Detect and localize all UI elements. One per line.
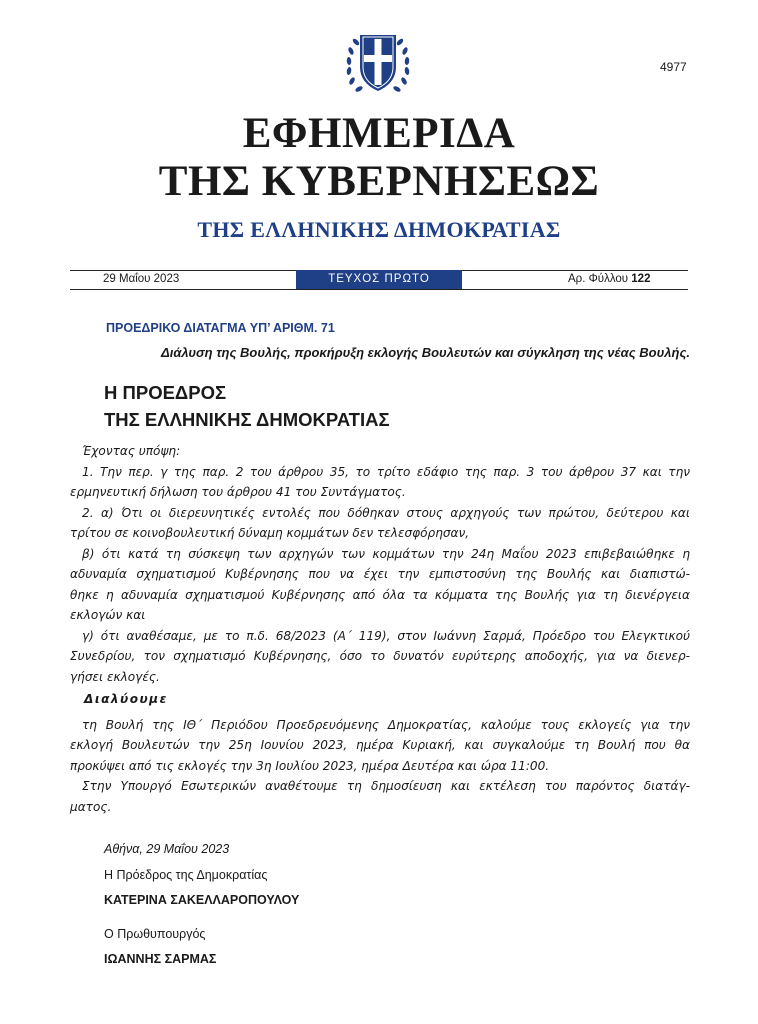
sheet-number-value: 122 bbox=[631, 273, 651, 285]
pm-name: ΙΩΑΝΝΗΣ ΣΑΡΜΑΣ bbox=[104, 952, 217, 966]
body-line: προκύψει από τις εκλογές την 3η Ιουλίου 2023, ημέρα Δευτέρα και ώρα 11:00. bbox=[70, 758, 550, 773]
body-line: τρίτου σε κοινοβουλευτική δύναμη κομμάτων δεν τελεσφόρησαν, bbox=[70, 526, 470, 540]
body-line: 1. Την περ. γ της παρ. 2 του άρθρου 35, το τρίτο εδάφιο της παρ. 3 του άρθρου 37 και την bbox=[82, 464, 690, 479]
body-line: αδυναμία σχηματισμού Κυβέρνησης που να έχει την εμπιστοσύνη της Βουλής και διαπιστώ- bbox=[70, 567, 690, 581]
decree-heading: ΠΡΟΕΔΡΙΚΟ ΔΙΑΤΑΓΜΑ ΥΠ’ ΑΡΙΘΜ. 71 bbox=[106, 321, 335, 335]
president-heading-line1: Η ΠΡΟΕΔΡΟΣ bbox=[104, 382, 227, 403]
body-line: θηκε η αδυναμία σχηματισμού Κυβέρνησης από όλα τα κόμματα της Βουλής για τη διενέργεια bbox=[70, 587, 690, 602]
gazette-subtitle: ΤΗΣ ΕΛΛΗΝΙΚΗΣ ΔΗΜΟΚΡΑΤΙΑΣ bbox=[197, 217, 561, 242]
dissolve-heading: Διαλύουμε bbox=[84, 692, 168, 706]
body-line: ερμηνευτική δήλωση του άρθρου 41 του Συντάγματος. bbox=[70, 485, 406, 499]
body-line: Συνεδρίου, τον σχηματισμό Κυβέρνησης, όσο το δυνατόν ευρύτερης αποδοχής, για να διενερ- bbox=[70, 649, 690, 663]
body-line: ματος. bbox=[70, 799, 112, 814]
divider-bottom bbox=[70, 289, 688, 290]
decree-body bbox=[70, 441, 690, 817]
body-line: Έχοντας υπόψη: bbox=[82, 444, 181, 458]
body-line: εκλογή Βουλευτών την 25η Ιουνίου 2023, ημέρα Κυριακή, και συγκαλούμε τη Βουλή που θα bbox=[70, 738, 690, 752]
gazette-title-line1: ΕΦΗΜΕΡΙΔΑ bbox=[242, 110, 516, 157]
sheet-number bbox=[568, 273, 650, 285]
issue-date: 29 Μαΐου 2023 bbox=[103, 273, 180, 285]
pm-title: Ο Πρωθυπουργός bbox=[104, 927, 206, 941]
president-heading bbox=[104, 379, 390, 433]
sheet-number-label: Αρ. Φύλλου bbox=[568, 273, 629, 285]
body-line: τη Βουλή της ΙΘ΄ Περιόδου Προεδρευόμενης Δημοκρατίας, καλούμε τους εκλογείς για την bbox=[82, 717, 690, 732]
place-date: Αθήνα, 29 Μαΐου 2023 bbox=[104, 842, 230, 856]
gazette-title-line2: ΤΗΣ ΚΥΒΕΡΝΗΣΕΩΣ bbox=[158, 158, 600, 205]
body-line: γ) ότι αναθέσαμε, με το π.δ. 68/2023 (Α΄ 119), στον Ιωάννη Σαρμά, Πρόεδρο του Ελεγκτικού bbox=[82, 628, 690, 643]
decree-subject: Διάλυση της Βουλής, προκήρυξη εκλογής Βουλευτών και σύγκληση της νέας Βουλής. bbox=[160, 345, 690, 360]
body-line: γήσει εκλογές. bbox=[70, 669, 160, 684]
body-line: Στην Υπουργό Εσωτερικών αναθέτουμε τη δημοσίευση και εκτέλεση του παρόντος διατάγ- bbox=[82, 779, 690, 793]
page-number: 4977 bbox=[660, 60, 687, 74]
greek-coat-of-arms-icon bbox=[343, 23, 413, 103]
body-line: β) ότι κατά τη σύσκεψη των αρχηγών των κομμάτων την 24η Μαΐου 2023 επιβεβαιώθηκε η bbox=[82, 546, 690, 561]
body-line: 2. α) Ότι οι διερευνητικές εντολές που δόθηκαν στους αρχηγούς των πρώτου, δεύτερου και bbox=[82, 505, 690, 520]
president-heading-line2: ΤΗΣ ΕΛΛΗΝΙΚΗΣ ΔΗΜΟΚΡΑΤΙΑΣ bbox=[104, 409, 390, 430]
issue-type-band: ΤΕΥΧΟΣ ΠΡΩΤΟ bbox=[296, 270, 462, 289]
president-name: ΚΑΤΕΡΙΝΑ ΣΑΚΕΛΛΑΡΟΠΟΥΛΟΥ bbox=[104, 893, 300, 907]
body-line: εκλογών και bbox=[70, 608, 146, 622]
president-title: Η Πρόεδρος της Δημοκρατίας bbox=[104, 868, 268, 882]
